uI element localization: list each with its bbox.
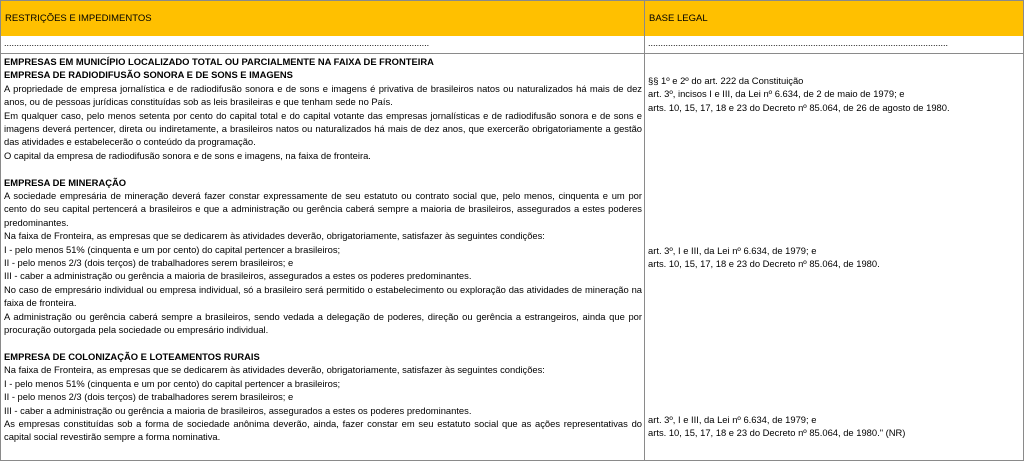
paragraph: As empresas constituídas sob a forma de sociedade anônima deverão, ainda, fazer constar em seu estatuto social que as ações representativas do capital social revestirão sempre a forma nominativa.	[4, 417, 642, 443]
dotted-line-right: ........................................................................................................................	[648, 38, 949, 48]
paragraph: III - caber a administração ou gerência a maioria de brasileiros, assegurados a estes os poderes predominantes.	[4, 404, 472, 416]
legal-basis-colonizacao	[648, 413, 1018, 440]
paragraph: I - pelo menos 51% (cinquenta e um por cento) do capital pertencer a brasileiros;	[4, 243, 341, 255]
paragraph: No caso de empresário individual ou empresa individual, só a brasileiro será permitido o estabelecimento ou exploração das atividades de mineração na faixa de fronteira.	[4, 283, 642, 309]
legal-line: art. 3º, incisos I e III, da Lei nº 6.634, de 2 de maio de 1979; e	[648, 88, 905, 100]
legal-basis-radiodifusao	[648, 74, 1018, 114]
paragraph: O capital da empresa de radiodifusão sonora e de sons e imagens, na faixa de fronteira.	[4, 149, 371, 161]
legal-line: art. 3º, I e III, da Lei nº 6.634, de 1979; e	[648, 245, 817, 256]
paragraph: I - pelo menos 51% (cinquenta e um por cento) do capital pertencer a brasileiros;	[4, 377, 341, 389]
paragraph: A propriedade de empresa jornalística e de radiodifusão sonora e de sons e imagens é privativa de brasileiros natos ou naturalizados há mais de dez anos, ou de pessoas jurídicas constituídas sob as leis brasileiras e que tenham sede no País.	[4, 82, 642, 108]
paragraph: II - pelo menos 2/3 (dois terços) de trabalhadores serem brasileiros; e	[4, 391, 294, 403]
paragraph: Na faixa de Fronteira, as empresas que se dedicarem às atividades deverão, obrigatoriamente, satisfazer às seguintes condições:	[4, 364, 545, 376]
legal-line: arts. 10, 15, 17, 18 e 23 do Decreto nº 85.064, de 1980." (NR)	[648, 427, 906, 439]
column-divider	[644, 36, 645, 460]
row-divider	[1, 53, 1023, 54]
main-title: EMPRESAS EM MUNICÍPIO LOCALIZADO TOTAL OU PARCIALMENTE NA FAIXA DE FRONTEIRA	[4, 56, 434, 67]
paragraph: A administração ou gerência caberá sempre a brasileiros, sendo vedada a delegação de poderes, direção ou gerência a estrangeiros, ainda que por procuração outorgada pela sociedade ou empresário individual.	[4, 310, 642, 336]
paragraph: Na faixa de Fronteira, as empresas que se dedicarem às atividades deverão, obrigatoriamente, satisfazer às seguintes condições:	[4, 230, 545, 242]
legal-line: §§ 1º e 2º do art. 222 da Constituição	[648, 75, 804, 86]
section-title-radiodifusao: EMPRESA DE RADIODIFUSÃO SONORA E DE SONS E IMAGENS	[4, 69, 293, 81]
section-title-mineracao: EMPRESA DE MINERAÇÃO	[4, 176, 127, 188]
legal-line: art. 3º, I e III, da Lei nº 6.634, de 1979; e	[648, 414, 817, 425]
legal-line: arts. 10, 15, 17, 18 e 23 do Decreto nº 85.064, de 26 de agosto de 1980.	[648, 101, 950, 113]
header-base-legal: BASE LEGAL	[644, 1, 1023, 36]
legal-line: arts. 10, 15, 17, 18 e 23 do Decreto nº 85.064, de 1980.	[648, 258, 880, 270]
paragraph: A sociedade empresária de mineração deverá fazer constar expressamente de seu estatuto ou contrato social que, pelo menos, cinquenta e um por cento do seu capital pertencerá a brasileiros e que a administração ou gerência caberá sempre a maioria de brasileiros, assegurados a estes poderes predominantes.	[4, 190, 642, 228]
dotted-line-left: ..........................................................................................................................................................................	[4, 38, 430, 48]
paragraph: II - pelo menos 2/3 (dois terços) de trabalhadores serem brasileiros; e	[4, 257, 294, 269]
section-title-colonizacao: EMPRESA DE COLONIZAÇÃO E LOTEAMENTOS RURAIS	[4, 350, 260, 362]
legal-basis-mineracao	[648, 244, 1018, 271]
paragraph: III - caber a administração ou gerência a maioria de brasileiros, assegurados a estes os poderes predominantes.	[4, 270, 472, 282]
header-restricoes: RESTRIÇÕES E IMPEDIMENTOS	[1, 1, 644, 36]
restrictions-column	[4, 55, 642, 444]
paragraph: Em qualquer caso, pelo menos setenta por cento do capital total e do capital votante das empresas jornalísticas e de radiodifusão sonora e de sons e imagens deverá pertencer, direta ou indiretamente, a brasileiros natos ou naturalizados há mais de dez anos, que exercerão obrigatoriamente a gestão das atividades e estabelecerão o conteúdo da programação.	[4, 109, 642, 148]
